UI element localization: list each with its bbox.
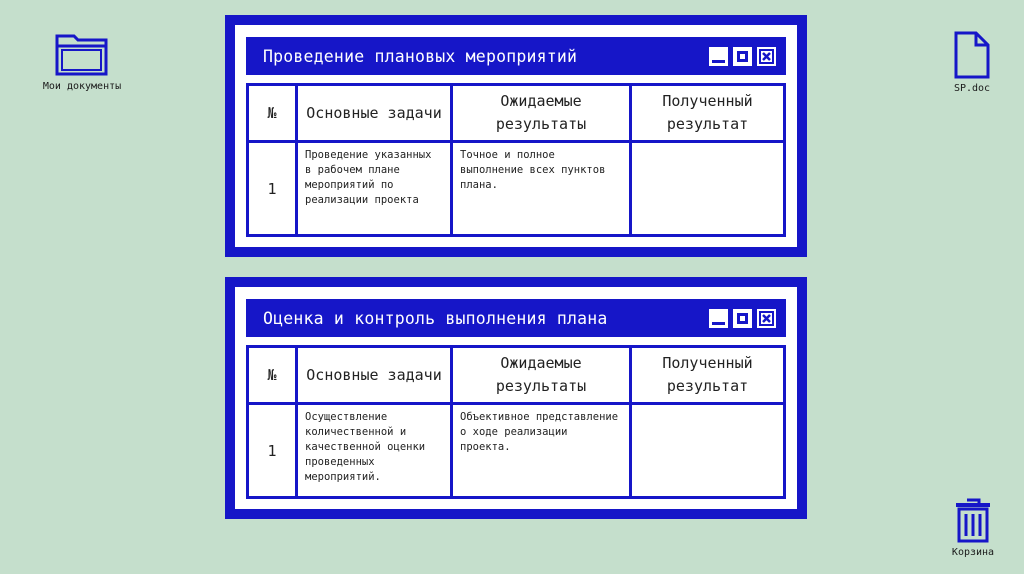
cell-obtained[interactable] bbox=[631, 142, 785, 236]
table-header-row bbox=[248, 85, 785, 142]
header-tasks: Основные задачи bbox=[297, 85, 452, 142]
window-title: Оценка и контроль выполнения плана bbox=[263, 308, 608, 328]
window-evaluation-control bbox=[225, 277, 807, 519]
evaluation-table bbox=[246, 345, 786, 499]
cell-num: 1 bbox=[248, 404, 297, 498]
window-planned-activities bbox=[225, 15, 807, 257]
table-row bbox=[248, 142, 785, 236]
window-titlebar[interactable] bbox=[246, 37, 786, 75]
cell-expected: Объективное представление о ходе реализации проекта. bbox=[452, 404, 631, 498]
table-row bbox=[248, 404, 785, 498]
cell-tasks: Проведение указанных в рабочем плане мероприятий по реализации проекта bbox=[297, 142, 452, 236]
trash-label: Корзина bbox=[951, 547, 995, 558]
trash-icon bbox=[953, 496, 993, 544]
desktop-icon-sp-doc[interactable] bbox=[942, 30, 1002, 94]
header-expected: Ожидаемые результаты bbox=[452, 347, 631, 404]
desktop-icon-my-documents[interactable] bbox=[42, 30, 122, 92]
header-obtained: Полученный результат bbox=[631, 85, 785, 142]
header-num: № bbox=[248, 347, 297, 404]
folder-label: Мои документы bbox=[42, 81, 122, 92]
cell-num: 1 bbox=[248, 142, 297, 236]
maximize-icon[interactable] bbox=[733, 309, 752, 328]
file-label: SP.doc bbox=[953, 83, 991, 94]
folder-icon bbox=[54, 30, 110, 78]
cell-expected: Точное и полное выполнение всех пунктов плана. bbox=[452, 142, 631, 236]
maximize-icon[interactable] bbox=[733, 47, 752, 66]
header-obtained: Полученный результат bbox=[631, 347, 785, 404]
window-titlebar[interactable] bbox=[246, 299, 786, 337]
document-icon bbox=[952, 30, 992, 80]
cell-obtained[interactable] bbox=[631, 404, 785, 498]
minimize-icon[interactable] bbox=[709, 309, 728, 328]
close-icon[interactable] bbox=[757, 47, 776, 66]
plan-table bbox=[246, 83, 786, 237]
close-icon[interactable] bbox=[757, 309, 776, 328]
header-num: № bbox=[248, 85, 297, 142]
table-header-row bbox=[248, 347, 785, 404]
cell-tasks: Осуществление количественной и качественной оценки проведенных мероприятий. bbox=[297, 404, 452, 498]
minimize-icon[interactable] bbox=[709, 47, 728, 66]
desktop-icon-trash[interactable] bbox=[940, 496, 1006, 558]
header-expected: Ожидаемые результаты bbox=[452, 85, 631, 142]
window-title: Проведение плановых мероприятий bbox=[263, 46, 578, 66]
header-tasks: Основные задачи bbox=[297, 347, 452, 404]
